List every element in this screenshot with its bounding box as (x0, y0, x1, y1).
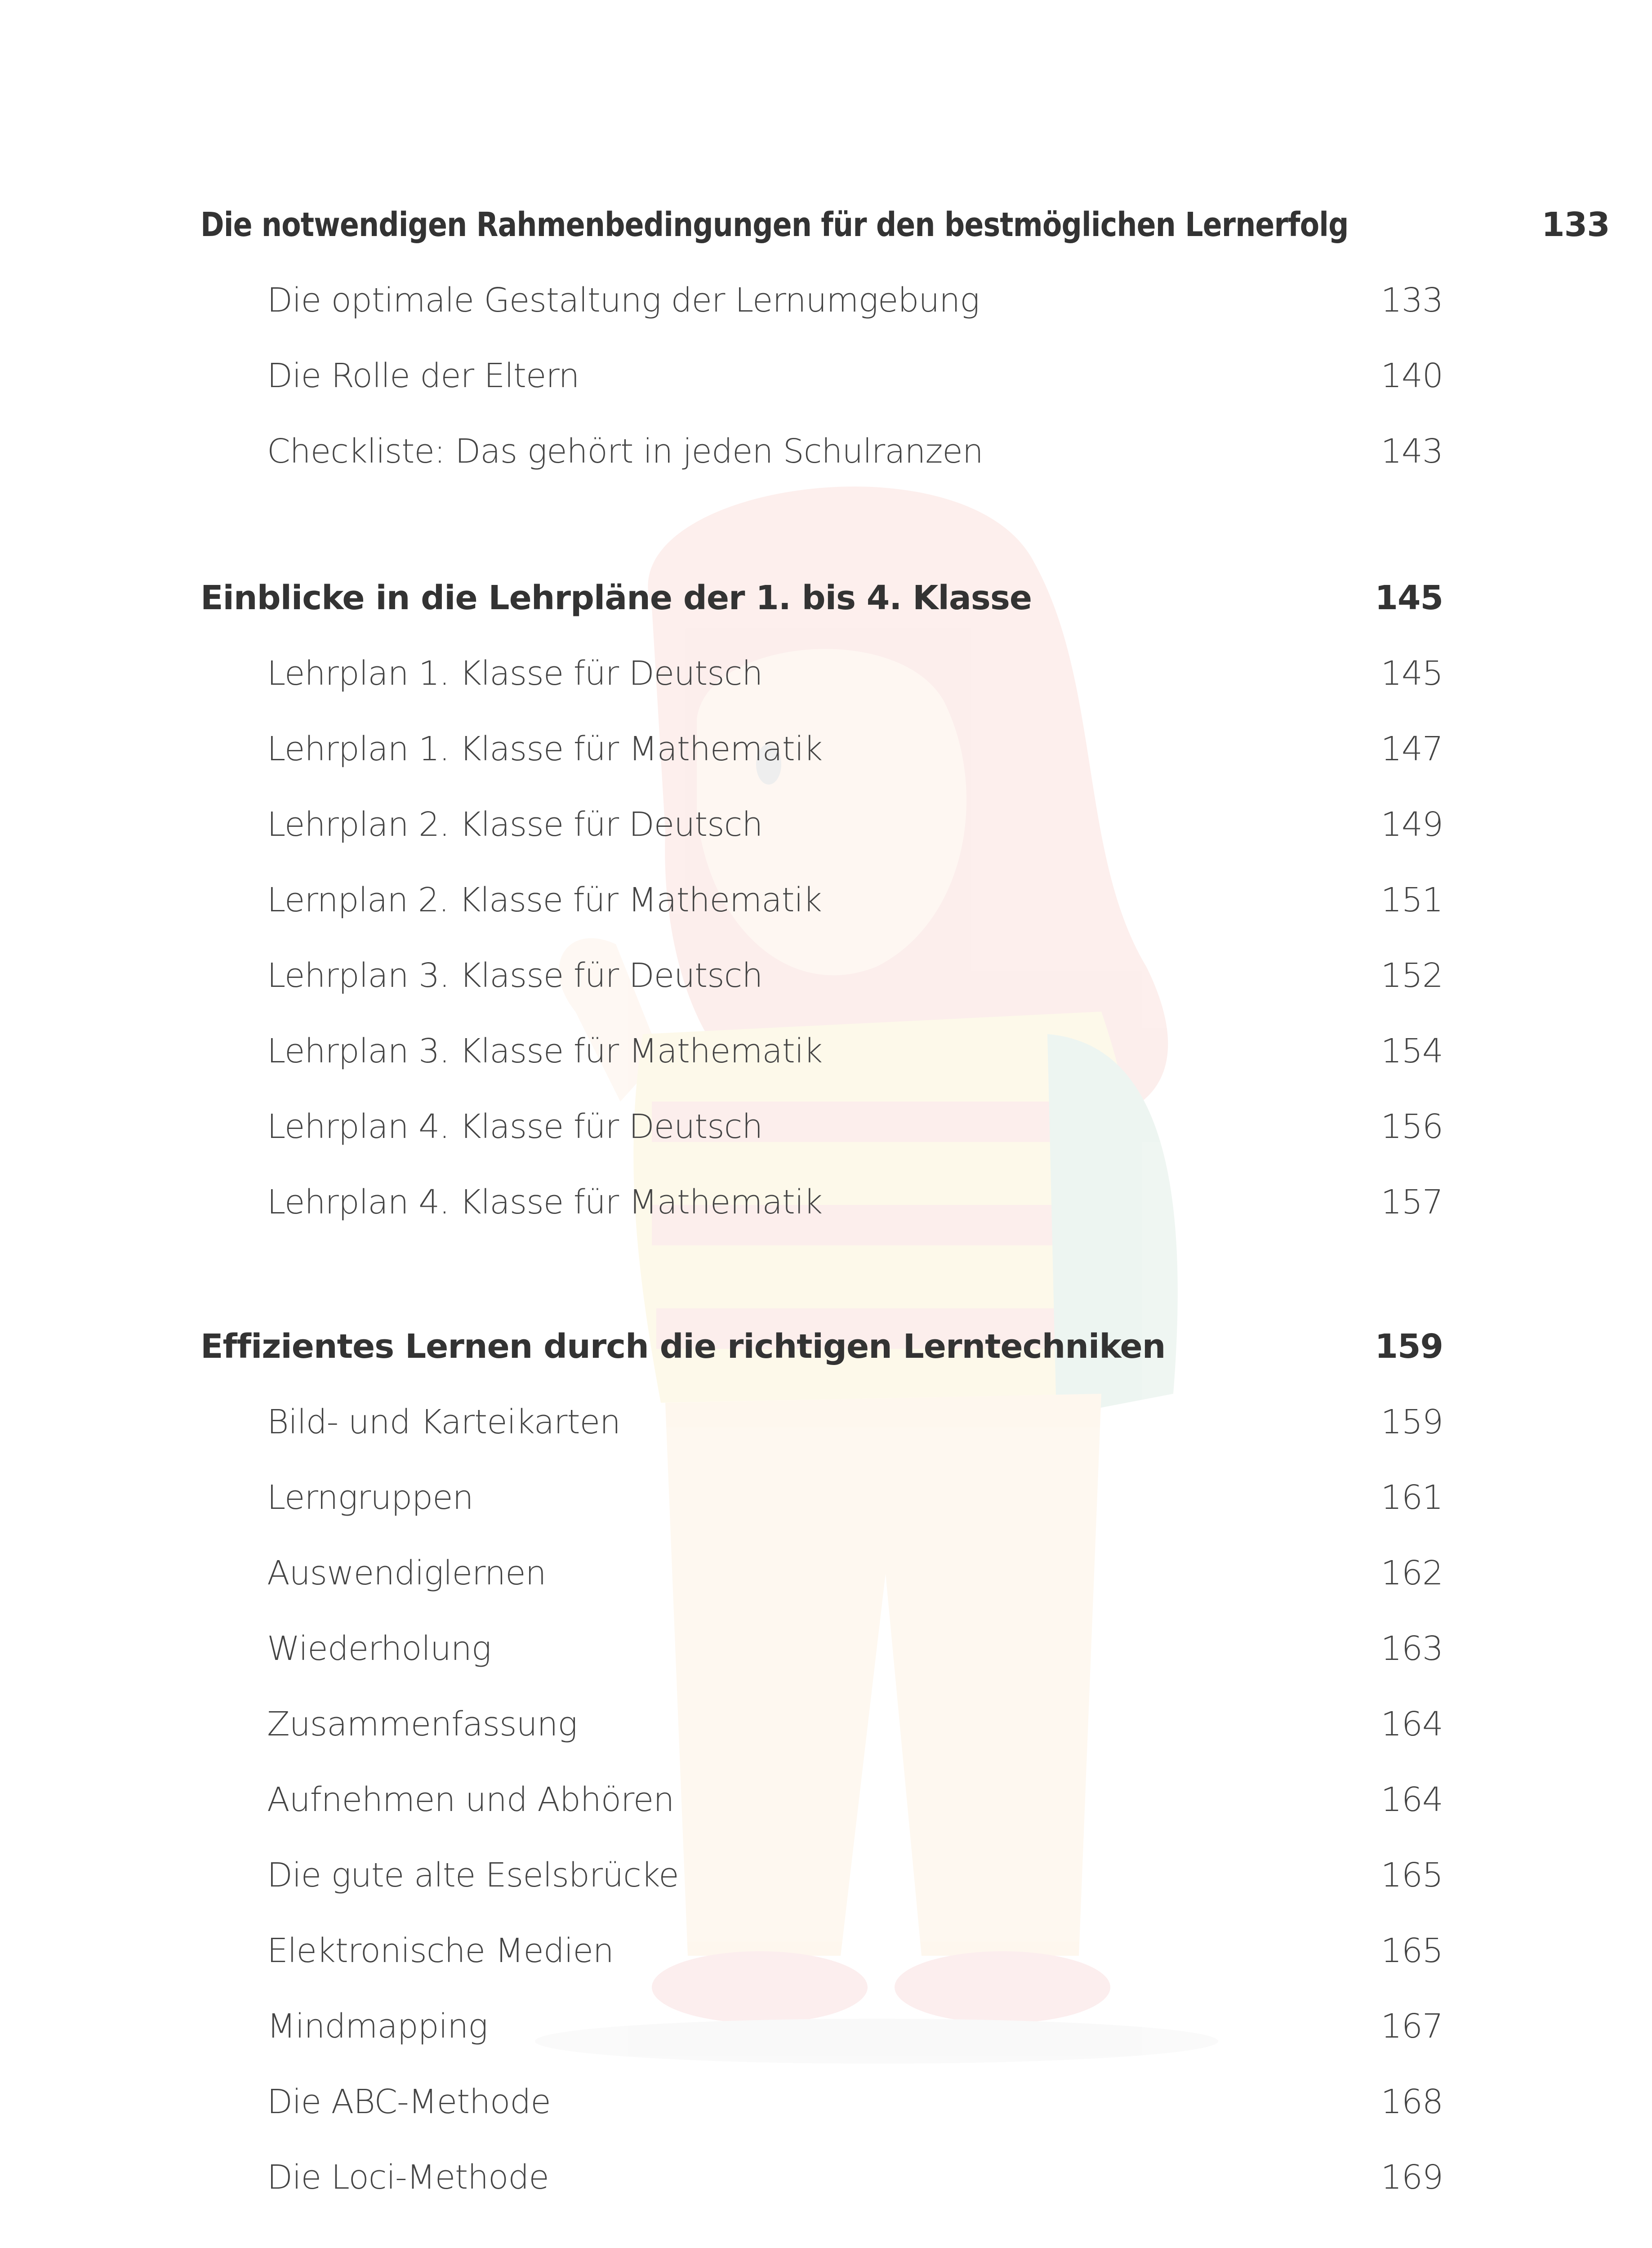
toc-entry-title: Mindmapping (267, 2007, 488, 2046)
toc-entry[interactable] (267, 724, 1443, 774)
toc-entry[interactable] (267, 2077, 1443, 2127)
toc-entry-title: Die Loci-Methode (267, 2158, 549, 2197)
toc-entry-title: Die Rolle der Eltern (267, 357, 579, 395)
toc-entry-page-number: 145 (1380, 654, 1443, 693)
toc-entry-page-number: 147 (1380, 730, 1443, 768)
toc-entry[interactable] (267, 1699, 1443, 1749)
toc-entry[interactable] (267, 1548, 1443, 1598)
toc-entry-title: Lehrplan 2. Klasse für Deutsch (267, 805, 763, 844)
toc-entry-page-number: 163 (1380, 1629, 1443, 1668)
toc-section-heading-title: Effizientes Lernen durch die richtigen Lerntechniken (200, 1327, 1166, 1366)
toc-entry-page-number: 161 (1380, 1478, 1443, 1517)
toc-entry-page-number: 152 (1380, 956, 1443, 995)
toc-entry-page-number: 154 (1380, 1032, 1443, 1070)
toc-entry-page-number: 164 (1380, 1705, 1443, 1744)
toc-entry-title: Die ABC-Methode (267, 2083, 551, 2121)
toc-entry[interactable] (267, 1473, 1443, 1522)
toc-entry[interactable] (267, 951, 1443, 1000)
toc-entry-page-number: 159 (1380, 1403, 1443, 1441)
toc-entry-title: Lehrplan 3. Klasse für Mathematik (267, 1032, 823, 1070)
toc-entry-title: Lehrplan 3. Klasse für Deutsch (267, 956, 763, 995)
toc-entry-title: Elektronische Medien (267, 1931, 614, 1970)
toc-entry-title: Checkliste: Das gehört in jeden Schulranzen (267, 432, 983, 471)
toc-entry-title: Aufnehmen und Abhören (267, 1780, 674, 1819)
toc-entry-title: Lehrplan 1. Klasse für Deutsch (267, 654, 763, 693)
toc-entry[interactable] (267, 2002, 1443, 2051)
toc-entry[interactable] (267, 1926, 1443, 1976)
toc-entry[interactable] (267, 1775, 1443, 1824)
toc-entry-title: Zusammenfassung (267, 1705, 577, 1744)
toc-entry[interactable] (267, 875, 1443, 925)
toc-entry-title: Auswendiglernen (267, 1554, 546, 1592)
toc-section-heading-title: Die notwendigen Rahmenbedingungen für den bestmöglichen Lernerfolg (200, 205, 1349, 244)
toc-section-heading-page-number: 159 (1375, 1327, 1443, 1366)
toc-entry-page-number: 164 (1380, 1780, 1443, 1819)
toc-entry[interactable] (267, 1397, 1443, 1447)
toc-entry-title: Bild- und Karteikarten (267, 1403, 620, 1441)
toc-entry[interactable] (267, 276, 1443, 325)
toc-entry-title: Lehrplan 4. Klasse für Deutsch (267, 1107, 763, 1146)
toc-entry-title: Wiederholung (267, 1629, 491, 1668)
toc-entry[interactable] (267, 800, 1443, 849)
toc-entry[interactable] (267, 1178, 1443, 1227)
toc-entry-title: Die gute alte Eselsbrücke (267, 1856, 679, 1895)
toc-entry-page-number: 165 (1380, 1856, 1443, 1895)
toc-entry[interactable] (267, 1102, 1443, 1151)
toc-entry-page-number: 157 (1380, 1183, 1443, 1222)
toc-entry-page-number: 133 (1380, 281, 1443, 320)
toc-section-heading[interactable] (200, 200, 1610, 250)
toc-entry-title: Lehrplan 1. Klasse für Mathematik (267, 730, 823, 768)
toc-entry-page-number: 165 (1380, 1931, 1443, 1970)
toc-entry[interactable] (267, 351, 1443, 401)
toc-entry-title: Die optimale Gestaltung der Lernumgebung (267, 281, 980, 320)
toc-entry[interactable] (267, 2153, 1443, 2202)
toc-entry-page-number: 169 (1380, 2158, 1443, 2197)
toc-entry[interactable] (267, 427, 1443, 476)
toc-entry-page-number: 168 (1380, 2083, 1443, 2121)
toc-entry[interactable] (267, 1851, 1443, 1900)
toc-section-heading-page-number: 145 (1375, 579, 1443, 617)
toc-entry-page-number: 162 (1380, 1554, 1443, 1592)
toc-entry-title: Lerngruppen (267, 1478, 473, 1517)
toc-entry[interactable] (267, 1026, 1443, 1076)
toc-entry-title: Lernplan 2. Klasse für Mathematik (267, 881, 822, 919)
toc-section-heading[interactable] (200, 573, 1443, 623)
toc-entry-title: Lehrplan 4. Klasse für Mathematik (267, 1183, 823, 1222)
toc-section-heading[interactable] (200, 1322, 1443, 1371)
toc-entry-page-number: 140 (1380, 357, 1443, 395)
toc-section-heading-title: Einblicke in die Lehrpläne der 1. bis 4. Klasse (200, 579, 1032, 617)
toc-entry-page-number: 149 (1380, 805, 1443, 844)
toc-entry[interactable] (267, 649, 1443, 698)
toc-entry-page-number: 151 (1380, 881, 1443, 919)
toc-entry-page-number: 167 (1380, 2007, 1443, 2046)
toc-section-heading-page-number: 133 (1541, 205, 1610, 244)
toc-entry-page-number: 156 (1380, 1107, 1443, 1146)
toc-entry[interactable] (267, 1624, 1443, 1673)
toc-entry-page-number: 143 (1380, 432, 1443, 471)
